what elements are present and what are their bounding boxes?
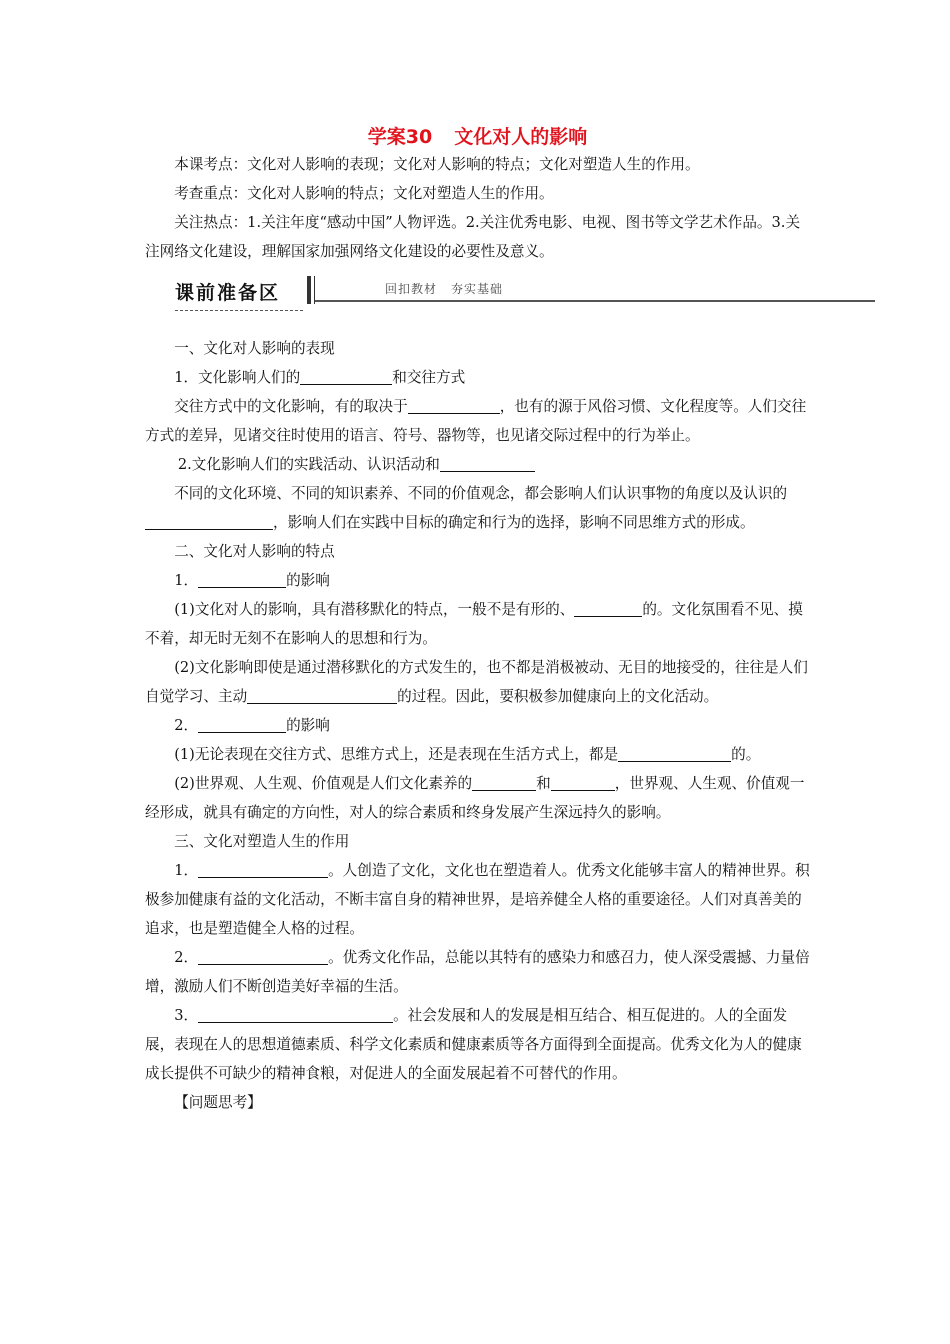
section-3-item-3: 3． 。社会发展和人的发展是相互结合、相互促进的。人的全面发展，表现在人的思想道德素质、科学文化素质和健康素质等各方面得到全面提高。优秀文化为人的健康成长提供不可缺少的精神食粮，对促进人的全面发展起着不可替代的作用。 (145, 1007, 802, 1082)
banner-subtitle-2: 夯实基础 (451, 282, 504, 296)
section-1-para-1: 交往方式中的文化影响，有的取决于 ，也有的源于风俗习惯、文化程度等。人们交往方式的差异，见诸交往时使用的语言、符号、器物等，也见诸交际过程中的行为举止。 (145, 398, 807, 444)
question-heading: 【问题思考】 (174, 1094, 262, 1111)
section-2-para-1: (1)文化对人的影响，具有潜移默化的特点，一般不是有形的、 的。文化氛围看不见、摸不着，却无时无刻不在影响人的思想和行为。 (145, 601, 803, 647)
section-2-item-2: 2． 的影响 (174, 717, 330, 734)
fill-blank[interactable] (551, 773, 615, 791)
section-1-para-2: 不同的文化环境、不同的知识素养、不同的价值观念，都会影响人们认识事物的角度以及认识的，影响人们在实践中目标的确定和行为的选择，影响不同思维方式的形成。 (145, 479, 810, 537)
section-banner-subtitle (385, 280, 517, 297)
section-2-heading: 二、文化对人影响的特点 (174, 543, 335, 560)
fill-blank[interactable] (618, 744, 731, 762)
fill-blank[interactable] (247, 686, 397, 704)
section-3-item-1: 1． 。人创造了文化，文化也在塑造着人。优秀文化能够丰富人的精神世界。积极参加健康有益的文化活动，不断丰富自身的精神世界，是培养健全人格的重要途径。人们对真善美的追求，也是塑造健全人格的过程。 (145, 862, 810, 937)
section-2-para-4: (2)世界观、人生观、价值观是人们文化素养的 和 ，世界观、人生观、价值观一经形成，就具有确定的方向性，对人的综合素质和终身发展产生深远持久的影响。 (145, 775, 805, 821)
fill-blank[interactable] (408, 396, 500, 414)
banner-subtitle-1: 回扣教材 (385, 282, 438, 296)
fill-blank[interactable] (145, 512, 273, 530)
intro-exam-points: 本课考点：文化对人影响的表现；文化对人影响的特点；文化对塑造人生的作用。 (174, 156, 700, 173)
section-1-item-2: 2.文化影响人们的实践活动、认识活动和 (145, 450, 810, 479)
section-banner (175, 276, 810, 316)
section-2-para-2: (2)文化影响即使是通过潜移默化的方式发生的，也不都是消极被动、无目的地接受的，往往是人们自觉学习、主动 的过程。因此，要积极参加健康向上的文化活动。 (145, 659, 808, 705)
section-1-heading: 一、文化对人影响的表现 (174, 340, 335, 357)
fill-blank[interactable] (198, 860, 328, 878)
fill-blank[interactable] (198, 1005, 393, 1023)
page-title (145, 124, 810, 150)
section-3-heading: 三、文化对塑造人生的作用 (174, 833, 350, 850)
section-2-item-1: 1． 的影响 (174, 572, 330, 589)
fill-blank[interactable] (440, 454, 535, 472)
intro-key-points: 考查重点：文化对人影响的特点；文化对塑造人生的作用。 (174, 185, 554, 202)
document-page (145, 124, 810, 1117)
section-banner-label: 课前准备区 (175, 282, 281, 304)
title-number: 学案30 (367, 126, 433, 148)
section-3-item-2: 2． 。优秀文化作品，总能以其特有的感染力和感召力，使人深受震撼、力量倍增，激励人们不断创造美好幸福的生活。 (145, 949, 810, 995)
fill-blank[interactable] (300, 367, 392, 385)
title-text: 文化对人的影响 (454, 126, 588, 148)
fill-blank[interactable] (198, 570, 286, 588)
banner-rule (315, 300, 875, 302)
fill-blank[interactable] (472, 773, 536, 791)
section-1-item-1: 1．文化影响人们的 和交往方式 (174, 369, 466, 386)
section-2-para-3: (1)无论表现在交往方式、思维方式上，还是表现在生活方式上，都是 的。 (174, 746, 761, 763)
fill-blank[interactable] (198, 947, 328, 965)
fill-blank[interactable] (198, 715, 286, 733)
banner-divider (307, 276, 311, 304)
banner-dash-line (175, 310, 303, 311)
intro-hot-topics: 关注热点：1.关注年度“感动中国”人物评选。2.关注优秀电影、电视、图书等文学艺术作品。3.关注网络文化建设，理解国家加强网络文化建设的必要性及意义。 (145, 214, 801, 260)
fill-blank[interactable] (574, 599, 642, 617)
